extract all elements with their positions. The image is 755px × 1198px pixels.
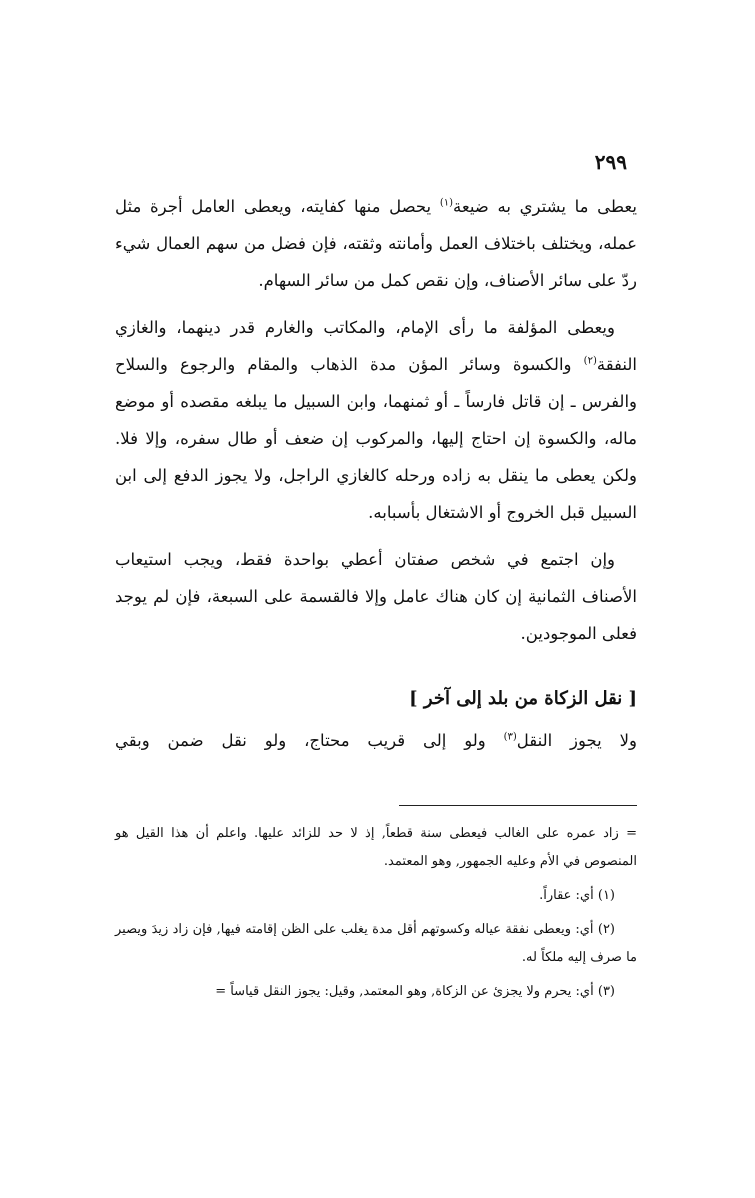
footnote-ref-3[interactable]: (٣) <box>503 731 517 743</box>
footnote-1: (١) أي: عقاراً. <box>539 888 615 903</box>
paragraph-1 <box>115 188 637 299</box>
paragraph-4-text-a: ولا يجوز النقل <box>516 731 637 750</box>
footnote-divider <box>399 805 637 806</box>
paragraph-1-text-a: يعطى ما يشتري به ضيعة <box>453 197 637 216</box>
paragraph-2-text-b: والكسوة وسائر المؤن مدة الذهاب والمقام والرجوع والسلاح والفرس ـ إن قاتل فارساً ـ أو ثمنهما، وابن السبيل ما يبلغه مقصده أو موضع ماله، والكسوة إن احتاج إليها، والمركوب إن ضعف أو طال سفره، وإلا فلا. ولكن يعطى ما ينقل به زاده ورحله كالغازي الراجل، ولا يجوز الدفع إلى ابن السبيل قبل الخروج أو الاشتغال بأسبابه. <box>115 355 637 522</box>
footnotes <box>115 820 637 1012</box>
footnote-ref-2[interactable]: (٢) <box>583 355 597 367</box>
paragraph-1-text-b: يحصل منها كفايته، ويعطى العامل أجرة مثل عمله، ويختلف باختلاف العمل وأمانته وثقته، فإن فضل من سهم العمال شيء ردّ على سائر الأصناف، وإن نقص كمل من سائر السهام. <box>115 197 637 290</box>
footnote-ref-1[interactable]: (١) <box>439 197 454 209</box>
paragraph-2 <box>115 309 637 531</box>
paragraph-4 <box>115 722 637 759</box>
section-heading: [ نقل الزكاة من بلد إلى آخر ] <box>409 688 637 709</box>
footnote-continuation: = زاد عمره على الغالب فيعطى سنة قطعاً, إذ لا حد للزائد عليها. واعلم أن هذا القيل هو المنصوص في الأم وعليه الجمهور, وهو المعتمد. <box>115 826 637 869</box>
paragraph-2-text-a: ويعطى المؤلفة ما رأى الإمام، والمكاتب والغارم قدر دينهما، والغازي النفقة <box>115 318 637 374</box>
page-number: ٢٩٩ <box>594 150 627 174</box>
main-text <box>115 188 637 662</box>
footnote-2: (٢) أي: ويعطى نفقة عياله وكسوتهم أقل مدة يغلب على الظن إقامته فيها, فإن زاد زيدَ ويصير ما صرف إليه ملكاً له. <box>115 922 637 965</box>
paragraph-4-text-b: ولو إلى قريب محتاج، ولو نقل ضمن وبقي <box>115 731 504 750</box>
paragraph-3: وإن اجتمع في شخص صفتان أعطي بواحدة فقط، ويجب استيعاب الأصناف الثمانية إن كان هناك عامل وإلا فالقسمة على السبعة، فإن لم يوجد فعلى الموجودين. <box>115 550 637 643</box>
footnote-3: (٣) أي: يحرم ولا يجزئ عن الزكاة, وهو المعتمد, وقيل: يجوز النقل قياساً = <box>215 984 615 999</box>
